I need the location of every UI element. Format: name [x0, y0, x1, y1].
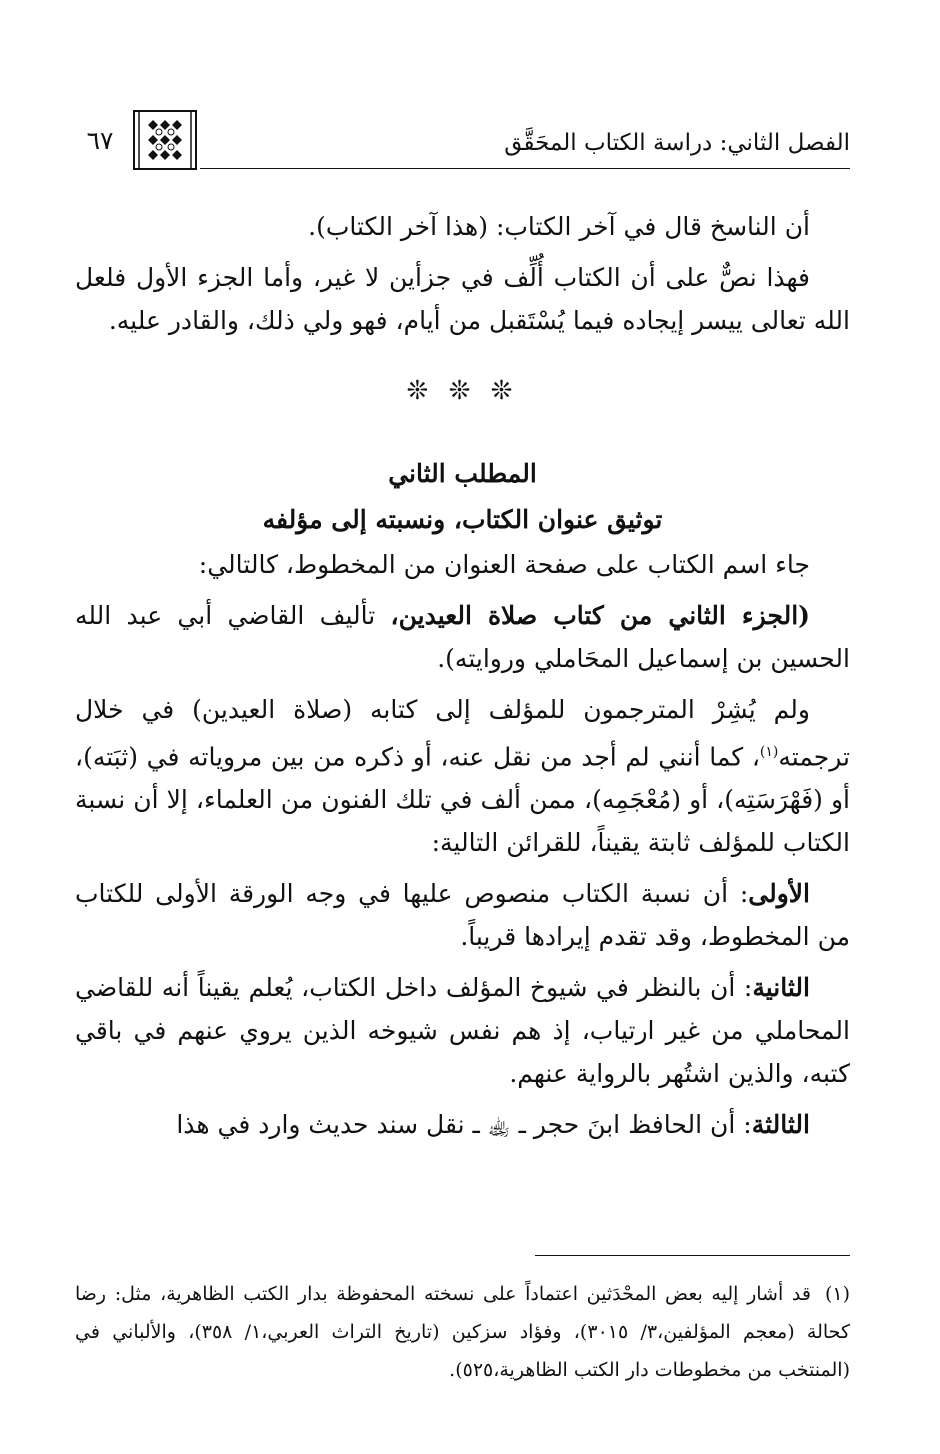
main-text	[75, 205, 850, 1146]
paragraph: جاء اسم الكتاب على صفحة العنوان من المخطوط، كالتالي:	[198, 550, 810, 579]
geometric-ornament-icon	[133, 110, 197, 170]
paragraph-text: : أن نسبة الكتاب منصوص عليها في وجه الورقة الأولى للكتاب من المخطوط، وقد تقدم إيرادها قريباً.	[75, 879, 850, 952]
paragraph	[75, 688, 850, 864]
paragraph	[75, 966, 850, 1095]
footnotes	[75, 1275, 850, 1389]
paragraph	[75, 1103, 850, 1146]
paragraph	[75, 872, 850, 958]
section-separator: ❊ ❊ ❊	[406, 376, 519, 406]
section-heading: المطلب الثاني	[388, 459, 537, 488]
chapter-title: الفصل الثاني: دراسة الكتاب المحَقَّق	[504, 130, 850, 156]
footnote	[75, 1275, 850, 1389]
paragraph-text: ، كما أنني لم أجد من نقل عنه، أو ذكره من بين مروياته في (ثبَته)، أو (فَهْرَسَتِه)، أو (مُعْجَمِه)، ممن ألف في تلك الفنون من العلماء، إلا أن نسبة الكتاب للمؤلف ثابتة يقيناً، للقرائن التالية:	[75, 742, 850, 858]
page-header	[75, 108, 850, 178]
evidence-label: الثالثة	[751, 1110, 810, 1140]
header-divider	[200, 168, 850, 169]
paragraph-text: تأليف القاضي أبي عبد الله الحسين بن إسماعيل المحَاملي وروايته).	[75, 601, 850, 673]
paragraph-text: ولم يُشِرْ المترجمون للمؤلف إلى كتابه (صلاة العيدين) في خلال ترجمته	[75, 695, 850, 772]
paragraph	[75, 594, 850, 680]
paragraph: فهذا نصٌّ على أن الكتاب أُلِّف في جزأين لا غير، وأما الجزء الأول فلعل الله تعالى ييسر إيجاده فيما يُسْتَقبل من أيام، فهو ولي ذلك، والقادر عليه.	[75, 263, 850, 335]
book-title-bold: (الجزء الثاني من كتاب صلاة العيدين،	[390, 601, 811, 630]
footnote-divider	[535, 1255, 850, 1256]
section-subheading: توثيق عنوان الكتاب، ونسبته إلى مؤلفه	[262, 505, 663, 534]
paragraph: أن الناسخ قال في آخر الكتاب: (هذا آخر الكتاب).	[308, 212, 810, 241]
page-number: ٦٧	[86, 126, 114, 155]
footnote-text: قد أشار إليه بعض المحْدَثين اعتماداً على نسخته المحفوظة بدار الكتب الظاهرية، مثل: رضا كحالة (معجم المؤلفين،٣/ ٣٠١٥)، وفؤاد سزكين (تاريخ التراث العربي،١/ ٣٥٨)، والألباني في (المنتخب من مخطوطات دار الكتب الظاهرية،٥٢٥).	[75, 1283, 850, 1381]
footnote-reference[interactable]: (١)	[759, 744, 779, 760]
paragraph-text: : أن بالنظر في شيوخ المؤلف داخل الكتاب، يُعلم يقيناً أنه للقاضي المحاملي من غير ارتياب، إذ هم نفس شيوخه الذين يروي عنهم في باقي كتبه، والذين اشتُهر بالرواية عنهم.	[75, 973, 850, 1089]
evidence-label: الثانية	[752, 973, 810, 1003]
footnote-marker: (١)	[824, 1283, 850, 1305]
paragraph-text: : أن الحافظ ابنَ حجر ـ ﵀ ـ نقل سند حديث وارد في هذا	[176, 1110, 752, 1140]
evidence-label: الأولى	[748, 879, 810, 909]
